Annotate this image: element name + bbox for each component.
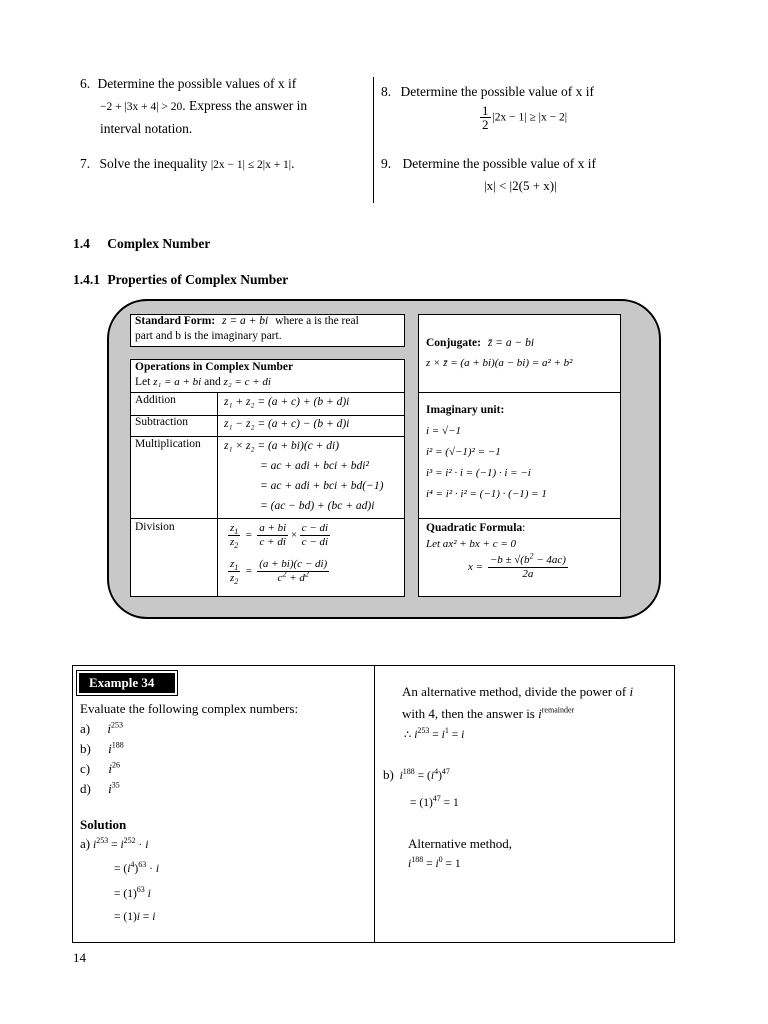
operations-table-colrule [217, 392, 218, 597]
subsection-number: 1.4.1 [73, 272, 100, 287]
column-divider [373, 77, 374, 203]
example-item-exp: 35 [111, 780, 120, 790]
operations-table-rule [130, 392, 405, 393]
half-fraction: $\frac{1}{2}$ [482, 103, 489, 132]
division-formula-result: $\frac{z_1}{z_2}$ = $\frac{(a + bi)(c - di)}{c^2 + d^2}$ [230, 558, 328, 587]
exercise-text-tail: . [291, 156, 295, 171]
standard-form-formula: z = a + bi [222, 315, 269, 327]
standard-form-text [135, 314, 403, 344]
example-item [80, 740, 124, 758]
right-table-rule [418, 518, 621, 519]
exercise-math: −2 + |3x + 4| > 20 [100, 101, 183, 113]
exercise-number: 9. [381, 156, 392, 171]
example-divider [374, 665, 375, 943]
operations-table-rule [130, 436, 405, 437]
division-formula: $\frac{z_1}{z_2}$ = $\frac{a + bi}{c + di}$ × $\frac{c - di}{c - di}$ [230, 522, 329, 551]
example-item-expr: i [108, 781, 112, 796]
standard-form-label: Standard Form: [135, 315, 216, 327]
example-item-exp: 253 [110, 720, 123, 730]
alt-method-result: ∴ $i^{253} = i^1 = i$ [404, 726, 465, 741]
exercise-text: interval notation. [100, 121, 193, 136]
quadratic-equation: Let ax² + bx + c = 0 [426, 538, 517, 550]
solution-label: Solution [80, 817, 127, 832]
example-item [80, 760, 120, 778]
solution-step: = $(1)^{63}$ i [114, 885, 151, 900]
example-item-expr: i [107, 721, 111, 736]
op-formula-multiplication: z₁ × z₂ = (a + bi)(c + di) [224, 440, 340, 452]
op-name-addition: Addition [135, 394, 176, 406]
section-heading [73, 236, 210, 252]
operations-z1: z₁ = a + bi [153, 376, 202, 388]
exercise-text-tail: . Express the answer in [182, 98, 308, 113]
conjugate-formula: z̄ = a − bi [487, 337, 535, 349]
imaginary-unit-section [426, 400, 547, 505]
imaginary-unit-line: i² = (√−1)² = −1 [426, 446, 501, 458]
op-name-division: Division [135, 521, 175, 533]
example-item-label: d) [80, 781, 91, 796]
alt-text-2: with 4, then the answer is [402, 706, 535, 721]
op-formula-multiplication-line: = ac + adi + bci + bdi² [260, 460, 369, 472]
subsection-title: Properties of Complex Number [107, 272, 289, 287]
op-name-subtraction: Subtraction [135, 416, 189, 428]
solution-step: = $(i^4)^{63} \cdot i$ [114, 860, 160, 875]
exercise-8 [381, 81, 671, 103]
solution-step: a) $i^{253} = i^{252} \cdot i$ [80, 836, 149, 851]
example-item-label: a) [80, 721, 91, 736]
conjugate-product: z × z̄ = (a + bi)(a − bi) = a² + b² [426, 357, 573, 369]
op-formula-multiplication-line: = (ac − bd) + (bc + ad)i [260, 500, 375, 512]
example-item-exp: 26 [111, 760, 120, 770]
example-item [80, 720, 123, 738]
section-title: Complex Number [107, 236, 211, 251]
imaginary-unit-line: i³ = i² · i = (−1) · i = −i [426, 467, 531, 479]
op-formula-addition: z₁ + z₂ = (a + c) + (b + d)i [224, 396, 350, 408]
example-intro: Evaluate the following complex numbers: [80, 701, 299, 716]
exercise-number: 8. [381, 84, 392, 99]
exercise-number: 6. [80, 76, 91, 91]
standard-form-desc: part and b is the imaginary part. [135, 330, 282, 342]
alt-method-text: Alternative method, [408, 836, 512, 851]
standard-form-desc: where a is the real [275, 315, 359, 327]
imaginary-unit-line: i⁴ = i² · i² = (−1) · (−1) = 1 [426, 488, 547, 500]
subsection-heading [73, 272, 288, 288]
example-item [80, 780, 120, 798]
example-item-expr: i [108, 761, 112, 776]
exercise-9 [381, 153, 671, 175]
exercise-math: |x| < |2(5 + x)| [484, 178, 557, 193]
op-formula-multiplication-line: = ac + adi + bci + bd(−1) [260, 480, 384, 492]
example-tag: Example 34 [79, 673, 175, 693]
operations-and: and [204, 376, 221, 388]
quadratic-formula: x = $\frac{-b \pm √(b^2 - 4ac)}{2a}$ [468, 551, 566, 580]
exercise-8-math [478, 104, 567, 131]
solution-step: = (1)i = i [114, 911, 156, 923]
imaginary-unit-label: Imaginary unit: [426, 404, 505, 416]
op-formula-subtraction: z₁ − z₂ = (a + c) − (b + d)i [224, 418, 350, 430]
quadratic-label: Quadratic Formula [426, 522, 523, 534]
example-item-label: b) [80, 741, 91, 756]
operations-table-rule [130, 518, 405, 519]
operations-z2: z₂ = c + di [223, 376, 271, 388]
exercise-text: Solve the inequality [99, 156, 208, 171]
example-item-exp: 188 [111, 740, 124, 750]
exercise-number: 7. [80, 156, 91, 171]
operations-title: Operations in Complex Number [135, 361, 294, 373]
operations-header [135, 360, 293, 390]
exercise-7 [80, 153, 370, 176]
exercise-math: |2x − 1| ≥ |x − 2| [492, 111, 567, 124]
solution-step-b: b) $i^{188} = (i^4)^{47}$ [383, 767, 450, 782]
exercise-text: Determine the possible value of x if [400, 84, 594, 99]
exercise-math: |2x − 1| ≤ 2|x + 1| [210, 159, 292, 171]
alt-method-text: with 4, then the answer is $i^{remainder}$ [402, 705, 575, 721]
alt-method-text: An alternative method, divide the power of i [402, 684, 634, 699]
conjugate-label: Conjugate: [426, 337, 481, 349]
exercise-text: Determine the possible values of x if [97, 76, 297, 91]
section-number: 1.4 [73, 236, 90, 251]
example-item-expr: i [108, 741, 112, 756]
right-table-rule [418, 392, 621, 393]
solution-step-b: = $(1)^{47} = 1$ [410, 794, 459, 809]
quadratic-x-eq: x = [468, 561, 484, 574]
exercise-6 [80, 73, 370, 140]
alt-text-1: An alternative method, divide the power of [402, 684, 627, 699]
page-number: 14 [73, 950, 86, 965]
conjugate-section [426, 333, 572, 373]
example-item-label: c) [80, 761, 91, 776]
imaginary-unit-line: i = √−1 [426, 425, 461, 437]
op-name-multiplication: Multiplication [135, 438, 201, 450]
quadratic-colon: : [522, 522, 526, 534]
alt-method-result: $i^{188} = i^0 = 1$ [408, 855, 461, 870]
exercise-text: Determine the possible value of x if [402, 156, 596, 171]
operations-let: Let [135, 376, 151, 388]
quadratic-section [426, 520, 525, 552]
